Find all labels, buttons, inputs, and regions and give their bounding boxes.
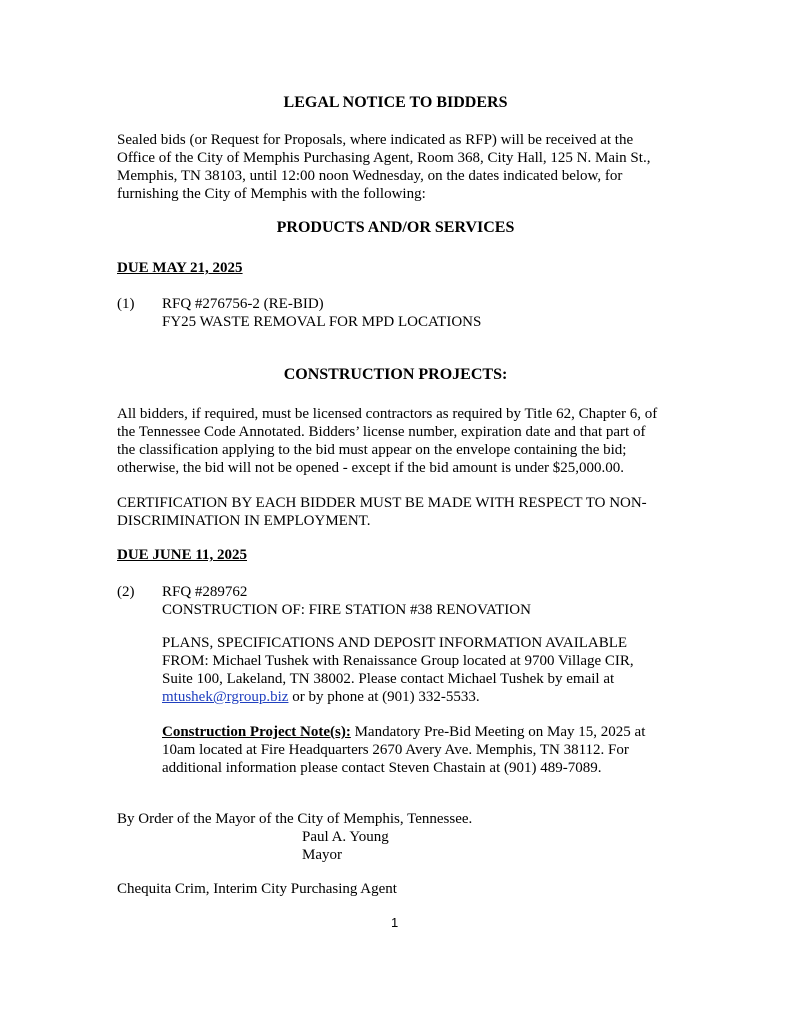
- item-1-description: FY25 WASTE REMOVAL FOR MPD LOCATIONS: [162, 314, 482, 330]
- mayor-name: Paul A. Young: [302, 829, 389, 845]
- construction-heading: CONSTRUCTION PROJECTS:: [283, 366, 508, 383]
- construction-line-1: All bidders, if required, must be licensed contractors as required by Title 62, Chapter 6, of: [117, 406, 658, 422]
- intro-line-1: Sealed bids (or Request for Proposals, where indicated as RFP) will be received at the: [117, 132, 634, 148]
- order-line: By Order of the Mayor of the City of Memphis, Tennessee.: [117, 811, 473, 827]
- construction-line-2: the Tennessee Code Annotated. Bidders’ license number, expiration date and that part of: [117, 424, 646, 440]
- certification-line-2: DISCRIMINATION IN EMPLOYMENT.: [117, 513, 371, 529]
- note-line-1: [162, 723, 645, 741]
- certification-line-1: CERTIFICATION BY EACH BIDDER MUST BE MADE WITH RESPECT TO NON-: [117, 495, 647, 511]
- due-date-1: DUE MAY 21, 2025: [117, 260, 243, 276]
- plans-line-2: FROM: Michael Tushek with Renaissance Group located at 9700 Village CIR,: [162, 653, 634, 669]
- page-number: 1: [391, 915, 399, 930]
- note-text: Mandatory Pre-Bid Meeting on May 15, 2025 at: [350, 724, 646, 740]
- plans-line-4: [162, 688, 480, 706]
- purchasing-agent: Chequita Crim, Interim City Purchasing Agent: [117, 881, 397, 897]
- intro-line-2: Office of the City of Memphis Purchasing Agent, Room 368, City Hall, 125 N. Main St.,: [117, 150, 651, 166]
- plans-line-3: Suite 100, Lakeland, TN 38002. Please contact Michael Tushek by email at: [162, 671, 615, 687]
- construction-line-3: the classification applying to the bid must appear on the envelope containing the bid;: [117, 442, 627, 458]
- note-line-3: additional information please contact Steven Chastain at (901) 489-7089.: [162, 760, 602, 776]
- construction-line-4: otherwise, the bid will not be opened - except if the bid amount is under $25,000.00.: [117, 460, 624, 476]
- intro-line-3: Memphis, TN 38103, until 12:00 noon Wednesday, on the dates indicated below, for: [117, 168, 623, 184]
- item-2-rfq: RFQ #289762: [162, 584, 248, 600]
- mayor-title: Mayor: [302, 847, 342, 863]
- item-1-number: (1): [117, 296, 135, 312]
- document-title: LEGAL NOTICE TO BIDDERS: [283, 94, 508, 111]
- due-date-2: DUE JUNE 11, 2025: [117, 547, 248, 563]
- item-1-rfq: RFQ #276756-2 (RE-BID): [162, 296, 324, 312]
- note-line-2: 10am located at Fire Headquarters 2670 Avery Ave. Memphis, TN 38112. For: [162, 742, 629, 758]
- item-2-description: CONSTRUCTION OF: FIRE STATION #38 RENOVATION: [162, 602, 531, 618]
- phone-text: or by phone at (901) 332-5533.: [288, 689, 480, 705]
- plans-line-1: PLANS, SPECIFICATIONS AND DEPOSIT INFORMATION AVAILABLE: [162, 635, 628, 651]
- item-2-number: (2): [117, 584, 135, 600]
- products-heading: PRODUCTS AND/OR SERVICES: [276, 219, 515, 236]
- contact-email-link[interactable]: mtushek@rgroup.biz: [162, 689, 289, 705]
- intro-line-4: furnishing the City of Memphis with the following:: [117, 186, 426, 202]
- note-label: Construction Project Note(s):: [162, 724, 351, 740]
